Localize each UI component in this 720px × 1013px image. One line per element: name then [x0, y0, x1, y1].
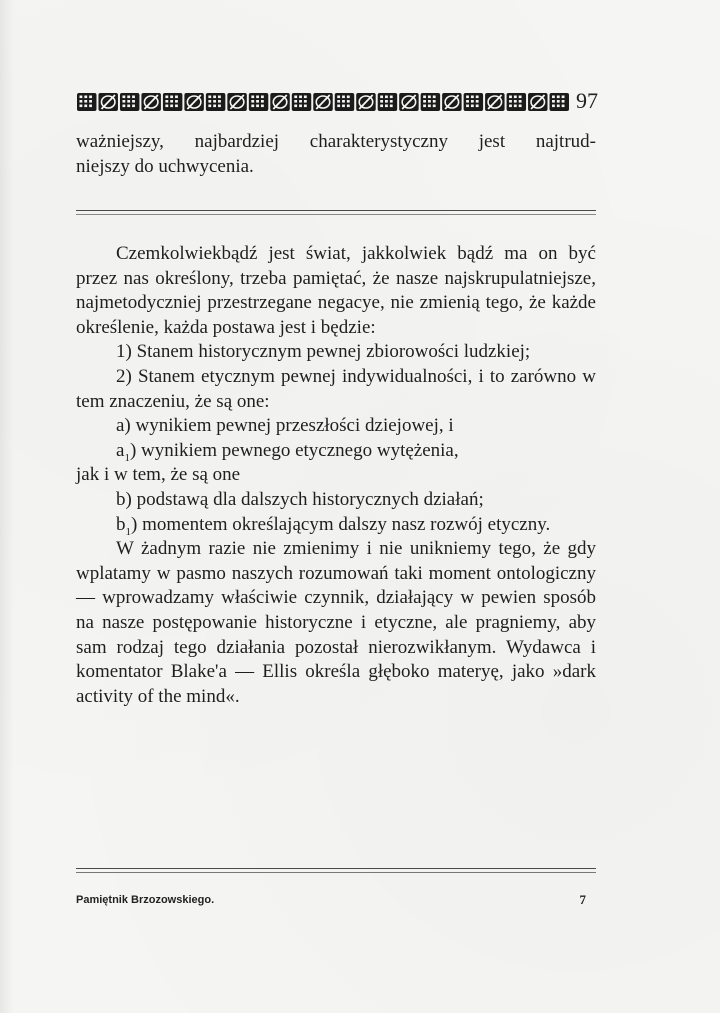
list-item-a1-text: ) wynikiem pewnego etycznego wytężenia, — [129, 439, 459, 461]
ornament-slash-motif — [399, 93, 418, 111]
list-item-a1 — [76, 439, 596, 464]
footer-divider — [76, 868, 596, 869]
ornament-slash-motif — [98, 93, 117, 111]
ornament-slash-motif — [184, 93, 203, 111]
ornament-lattice-motif — [550, 93, 569, 111]
ornament-slash-motif — [313, 93, 332, 111]
paragraph-1: Czemkolwiekbądź jest świat, jakkolwiek bądź ma on być przez nas określony, trzeba pamiętać, że nasze najskrupulatniejsze, najmetodyczniej przestrzegane negacye, nie zmienią tego, że każde określenie, każda postawa jest i będzie: — [76, 243, 596, 338]
page-number: 97 — [576, 88, 598, 113]
decorative-ornament-band — [76, 92, 570, 112]
footer-signature: Pamiętnik Brzozowskiego. — [76, 894, 215, 906]
page-footer — [76, 890, 596, 910]
list-item-b1-text: ) momentem określającym dalszy nasz rozwój etyczny. — [131, 513, 551, 535]
paragraph-2: W żadnym razie nie zmienimy i nie unikniemy tego, że gdy wplatamy w pasmo naszych rozumowań taki moment ontologiczny — wprowadzamy właściwie czynnik, działający w pewien sposób na nasze postępowanie historyczne i etyczne, ale pragniemy, aby sam rodzaj tego działania pozostał nierozwikłanym. Wydawca i komentator Blake'a — Ellis określa głęboko materyę, jako »dark activity of the mind«. — [76, 538, 596, 707]
ornament-lattice-motif — [120, 93, 139, 111]
list-item-2: 2) Stanem etycznym pewnej indywidualności, i to zarówno w tem znaczeniu, że są one: — [76, 365, 596, 412]
ornament-lattice-motif — [206, 93, 225, 111]
ornament-slash-motif — [270, 93, 289, 111]
ornament-slash-motif — [227, 93, 246, 111]
continued-paragraph — [76, 130, 596, 179]
section-divider-thin — [76, 214, 596, 215]
list-item-a1-letter: a — [116, 439, 125, 461]
continued-line-2: niejszy do uchwycenia. — [76, 155, 254, 177]
ornament-slash-motif — [442, 93, 461, 111]
ornament-slash-motif — [485, 93, 504, 111]
section-divider — [76, 210, 596, 211]
ornament-lattice-motif — [421, 93, 440, 111]
ornament-lattice-motif — [507, 93, 526, 111]
main-text — [76, 242, 596, 709]
list-item-1: 1) Stanem historycznym pewnej zbiorowości ludzkiej; — [116, 341, 531, 363]
list-item-b1-index: 1 — [125, 525, 131, 538]
list-item-a: a) wynikiem pewnej przeszłości dziejowej, i — [116, 415, 454, 437]
footer-divider-thin — [76, 872, 596, 873]
ornament-lattice-motif — [335, 93, 354, 111]
list-item-b1-letter: b — [116, 513, 126, 535]
ornament-lattice-motif — [163, 93, 182, 111]
ornament-lattice-motif — [464, 93, 483, 111]
ornament-slash-motif — [356, 93, 375, 111]
sheet-number: 7 — [579, 892, 586, 907]
list-item-a1-index: 1 — [124, 451, 130, 464]
ornament-lattice-motif — [292, 93, 311, 111]
connector-line: jak i w tem, że są one — [76, 464, 241, 486]
ornament-lattice-motif — [77, 93, 96, 111]
ornament-lattice-motif — [378, 93, 397, 111]
page-header — [76, 86, 606, 112]
ornament-slash-motif — [141, 93, 160, 111]
list-item-b: b) podstawą dla dalszych historycznych działań; — [116, 488, 484, 510]
list-item-b1 — [76, 513, 596, 538]
ornament-lattice-motif — [249, 93, 268, 111]
continued-line-1: ważniejszy, najbardziej charakterystyczny jest najtrud- — [76, 131, 596, 152]
ornament-slash-motif — [528, 93, 547, 111]
